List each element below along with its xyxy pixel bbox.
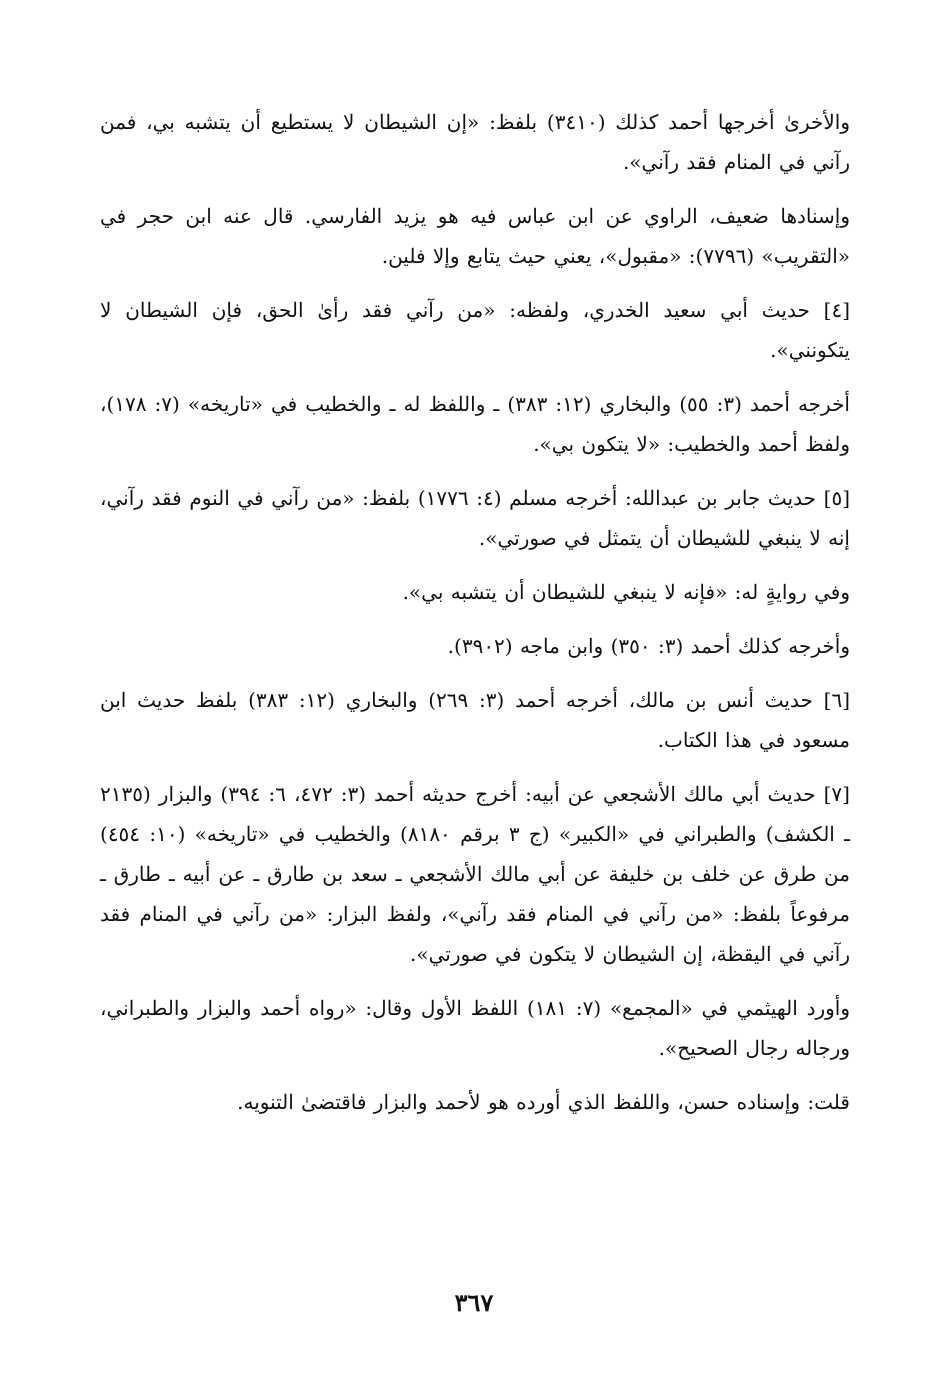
paragraph-spacer: [100, 1068, 850, 1082]
paragraph-2: وإسنادها ضعيف، الراوي عن ابن عباس فيه هو يزيد الفارسي. قال عنه ابن حجر في «التقريب» (٧٧٩٦): «مقبول»، يعني حيث يتابع وإلا فلين.: [100, 204, 850, 268]
paragraph-3: [٤] حديث أبي سعيد الخدري، ولفظه: «من رآني فقد رأىٰ الحق، فإن الشيطان لا يتكونني».: [100, 298, 850, 362]
paragraph-7: وأخرجه كذلك أحمد (٣: ٣٥٠) وابن ماجه (٣٩٠٢).: [447, 634, 850, 658]
paragraph-spacer: [100, 760, 850, 774]
paragraph-8: [٦] حديث أنس بن مالك، أخرجه أحمد (٣: ٢٦٩) والبخاري (١٢: ٣٨٣) بلفظ حديث ابن مسعود في هذا الكتاب.: [100, 688, 850, 752]
paragraph-spacer: [100, 370, 850, 384]
paragraph-spacer: [100, 464, 850, 478]
paragraph-spacer: [100, 182, 850, 196]
paragraph-10: وأورد الهيثمي في «المجمع» (٧: ١٨١) اللفظ الأول وقال: «رواه أحمد والبزار والطبراني، ورجاله رجال الصحيح».: [100, 996, 851, 1060]
paragraph-spacer: [100, 974, 850, 988]
paragraph-11: قلت: وإسناده حسن، واللفظ الذي أورده هو لأحمد والبزار فاقتضىٰ التنويه.: [237, 1090, 850, 1114]
paragraph-1: والأخرىٰ أخرجها أحمد كذلك (٣٤١٠) بلفظ: «إن الشيطان لا يستطيع أن يتشبه بي، فمن رآني في المنام فقد رآني».: [100, 110, 850, 174]
paragraph-5: [٥] حديث جابر بن عبدالله: أخرجه مسلم (٤: ١٧٧٦) بلفظ: «من رآني في النوم فقد رآني، إنه لا ينبغي للشيطان أن يتمثل في صورتي».: [100, 486, 850, 550]
paragraph-4: أخرجه أحمد (٣: ٥٥) والبخاري (١٢: ٣٨٣) ـ واللفظ له ـ والخطيب في «تاريخه» (٧: ١٧٨)، ولفظ أحمد والخطيب: «لا يتكون بي».: [100, 392, 850, 456]
paragraph-6: وفي روايةٍ له: «فإنه لا ينبغي للشيطان أن يتشبه بي».: [402, 580, 850, 604]
page-number: ٣٦٧: [454, 1288, 494, 1317]
paragraph-spacer: [100, 666, 850, 680]
paragraph-9: [٧] حديث أبي مالك الأشجعي عن أبيه: أخرج حديثه أحمد (٣: ٤٧٢، ٦: ٣٩٤) والبزار (٢١٣٥ ـ الكشف) والطبراني في «الكبير» (ج ٣ برقم ٨١٨٠) والخطيب في «تاريخه» (١٠: ٤٥٤) من طرق عن خلف بن خليفة عن أبي مالك الأشجعي ـ سعد بن طارق ـ عن أبيه ـ طارق ـ مرفوعاً بلفظ: «من رآني في المنام فقد رآني»، ولفظ البزار: «من رآني في المنام فقد رآني في اليقظة، إن الشيطان لا يتكون في صورتي».: [100, 782, 850, 966]
page-body: [100, 102, 850, 1122]
paragraph-spacer: [100, 612, 850, 626]
paragraph-spacer: [100, 558, 850, 572]
paragraph-spacer: [100, 276, 850, 290]
